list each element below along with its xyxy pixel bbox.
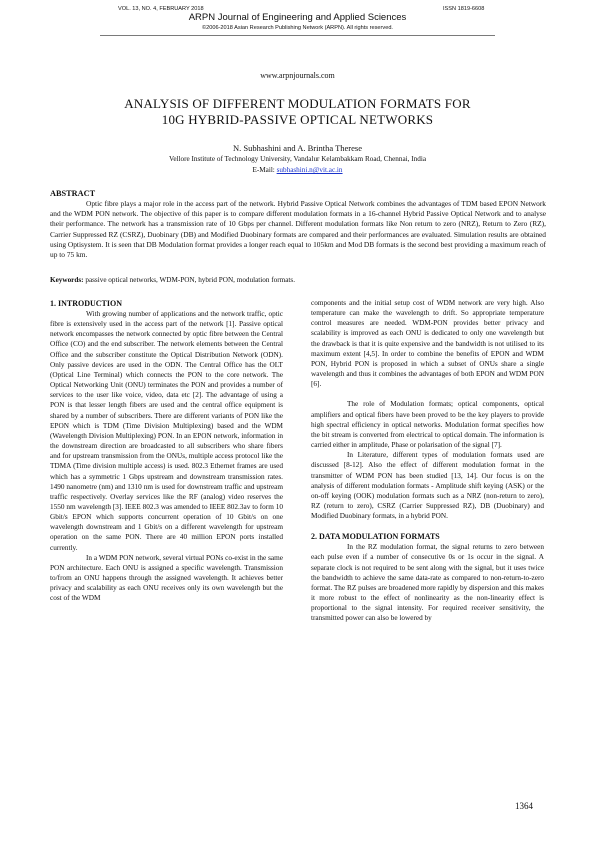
email-label: E-Mail: [252,166,277,174]
page-number: 1364 [515,801,533,811]
authors: N. Subhashini and A. Brintha Therese [233,143,362,153]
header-rule [100,35,495,36]
keywords-label: Keywords: [50,276,84,284]
left-column [50,298,283,604]
title-line-1: ANALYSIS OF DIFFERENT MODULATION FORMATS FOR [124,96,471,111]
paper-title [60,96,535,128]
section-2-heading: 2. DATA MODULATION FORMATS [311,532,440,542]
issn: ISSN 1819-6608 [443,6,485,12]
website-link[interactable]: www.arpnjournals.com [260,71,335,80]
intro-paragraph-5: In Literature, different types of modulation formats used are discussed [8-12]. Also the effect of different modulation format in the transmitter of WDM PON has been studied [13, 14]. Our focus is on the analysis of different modulation formats - Amplitude shift keying (ASK) or the on-off keying (OOK) modulation formats such as a NRZ (non-return to zero), RZ (return to zero), CSRZ (Carrier Suppressed RZ), DB (Duobinary) and Modified Duobinary formats, in a hybrid PON. [311,451,544,521]
intro-paragraph-2: In a WDM PON network, several virtual PONs co-exist in the same PON architecture. Each ONU is assigned a specific wavelength. Transmission to/from an ONU happens through the assigned wavelength. It achieves better privacy and scalability as each ONU receives only its own wavelength but the cost of the WDM [50,553,283,603]
email-line [0,166,595,174]
intro-paragraph-4: The role of Modulation formats; optical components, optical amplifiers and optical fibers have been proved to be the key players to provide high spectral efficiency in optical networks. Modulation format specifies how the bit stream is converted from electrical to optical domain. The information is carried either in amplitude, Phase or polarisation of the signal [7]. [311,400,544,450]
keywords [50,276,546,284]
volume-info: VOL. 13, NO. 4, FEBRUARY 2018 [118,6,204,12]
keywords-list: passive optical networks, WDM-PON, hybrid PON, modulation formats. [83,276,296,284]
journal-name: ARPN Journal of Engineering and Applied Sciences [188,12,407,23]
email-link[interactable]: subhashini.n@vit.ac.in [276,166,343,174]
title-line-2: 10G HYBRID-PASSIVE OPTICAL NETWORKS [161,112,434,127]
affiliation: Vellore Institute of Technology University, Vandalur Kelambakkam Road, Chennai, India [168,155,427,163]
intro-paragraph-1: With growing number of applications and the network traffic, optic fibre is extensively used in the access part of the network [1]. Passive optical network encompasses the network connected by optic fibre between the Central Office (CO) and the end subscriber. The network elements between the Central Office and the subscriber constitute the Optical Distribution Network (ODN). Only passive devices are used in the ODN. The Central Office has the OLT (Optical Line Terminal) which connects the PON to the core network. The Optical Networking Unit (ONU) terminates the PON and provides a number of services to the user like voice, video, data etc [2]. The advantage of using a PON is that lesser length fibers are used and the central office equipment is shared by a number of subscribers. There are different variants of PON like the EPON which is TDM (Time Division Multiplexing) based and the WDM (Wavelength Division Multiplexing) PON. In an EPON network, information in the downstream direction are broadcasted to all subscribers who share fibers and for upstream transmission from the ONUs, multiple access protocol like the TDMA (Time division multiple access) is used. 802.3 Ethernet frames are used which has a symmetric 1 Gbps upstream and downstream transmission rates. 1490 nanometre (nm) and 1310 nm is used for downstream traffic and upstream traffic respectively. Overlay services like the RF (analog) video reserves the 1550 nm wavelength [3]. IEEE 802.3 was amended to IEEE 802.3av to form 10 Gbit/s EPON which supports concurrent operation of 10 Gbit/s on one wavelength downstream and 1 Gbit/s on a different wavelength for upstream operation on the same PON. There are 40 million EPON ports installed currently. [50,310,283,552]
modulation-paragraph-1: In the RZ modulation format, the signal returns to zero between each pulse even if a number of consecutive 0s or 1s occur in the signal. A separate clock is not required to be sent along with the signal, but it uses twice the bandwidth to achieve the same data-rate as compared to non-return-to-zero format. The RZ pulses are broadened more rapidly by dispersion and this makes it more robust to the effect of nonlinearity as the non-linearity effect is proportional to the signal intensity. For required receiver sensitivity, the transmitted power can also be lowered by [311,543,544,623]
abstract-heading: ABSTRACT [50,189,96,198]
section-gap [311,521,544,531]
section-1-heading: 1. INTRODUCTION [50,299,123,308]
paragraph-gap [311,389,544,399]
intro-paragraph-3: components and the initial setup cost of WDM network are very high. Also temperature can make the wavelength to drift. So appropriate temperature control measures are needed. WDM-PON provides better privacy and scalability is improved as each ONU is dedicated to only one wavelength but the drawback is that it is quite expensive and the bandwidth is not utilised to its maximum extent [4,5]. In order to combine the benefits of EPON and WDM PON, Hybrid PON is proposed in which a subset of ONUs share a single wavelength and thus it combines the advantages of both EPON and WDM PON [6]. [311,299,544,389]
abstract-text: Optic fibre plays a major role in the access part of the network. Hybrid Passive Optical Network combines the advantages of TDM based EPON Network and the WDM PON network. The objective of this paper is to compare different modulation formats in a 16-channel Hybrid Passive Optical Network and to analyse their performance. The network has a transmission rate of 10 Gbps per channel. Different modulation formats like Non return to zero (NRZ), Return to Zero (RZ), Carrier Suppressed RZ (CSRZ), Duobinary (DB) and Modified Duobinary formats are compared and their performances are evaluated. Simulation results are obtained using Optisystem. It is seen that DB Modulation format provides a longer reach equal to 105km and Mod DB formats is the second best providing a maximum reach of up to 75 km. [50,199,546,260]
copyright: ©2006-2018 Asian Research Publishing Network (ARPN). All rights reserved. [202,25,393,31]
right-column [311,298,544,624]
